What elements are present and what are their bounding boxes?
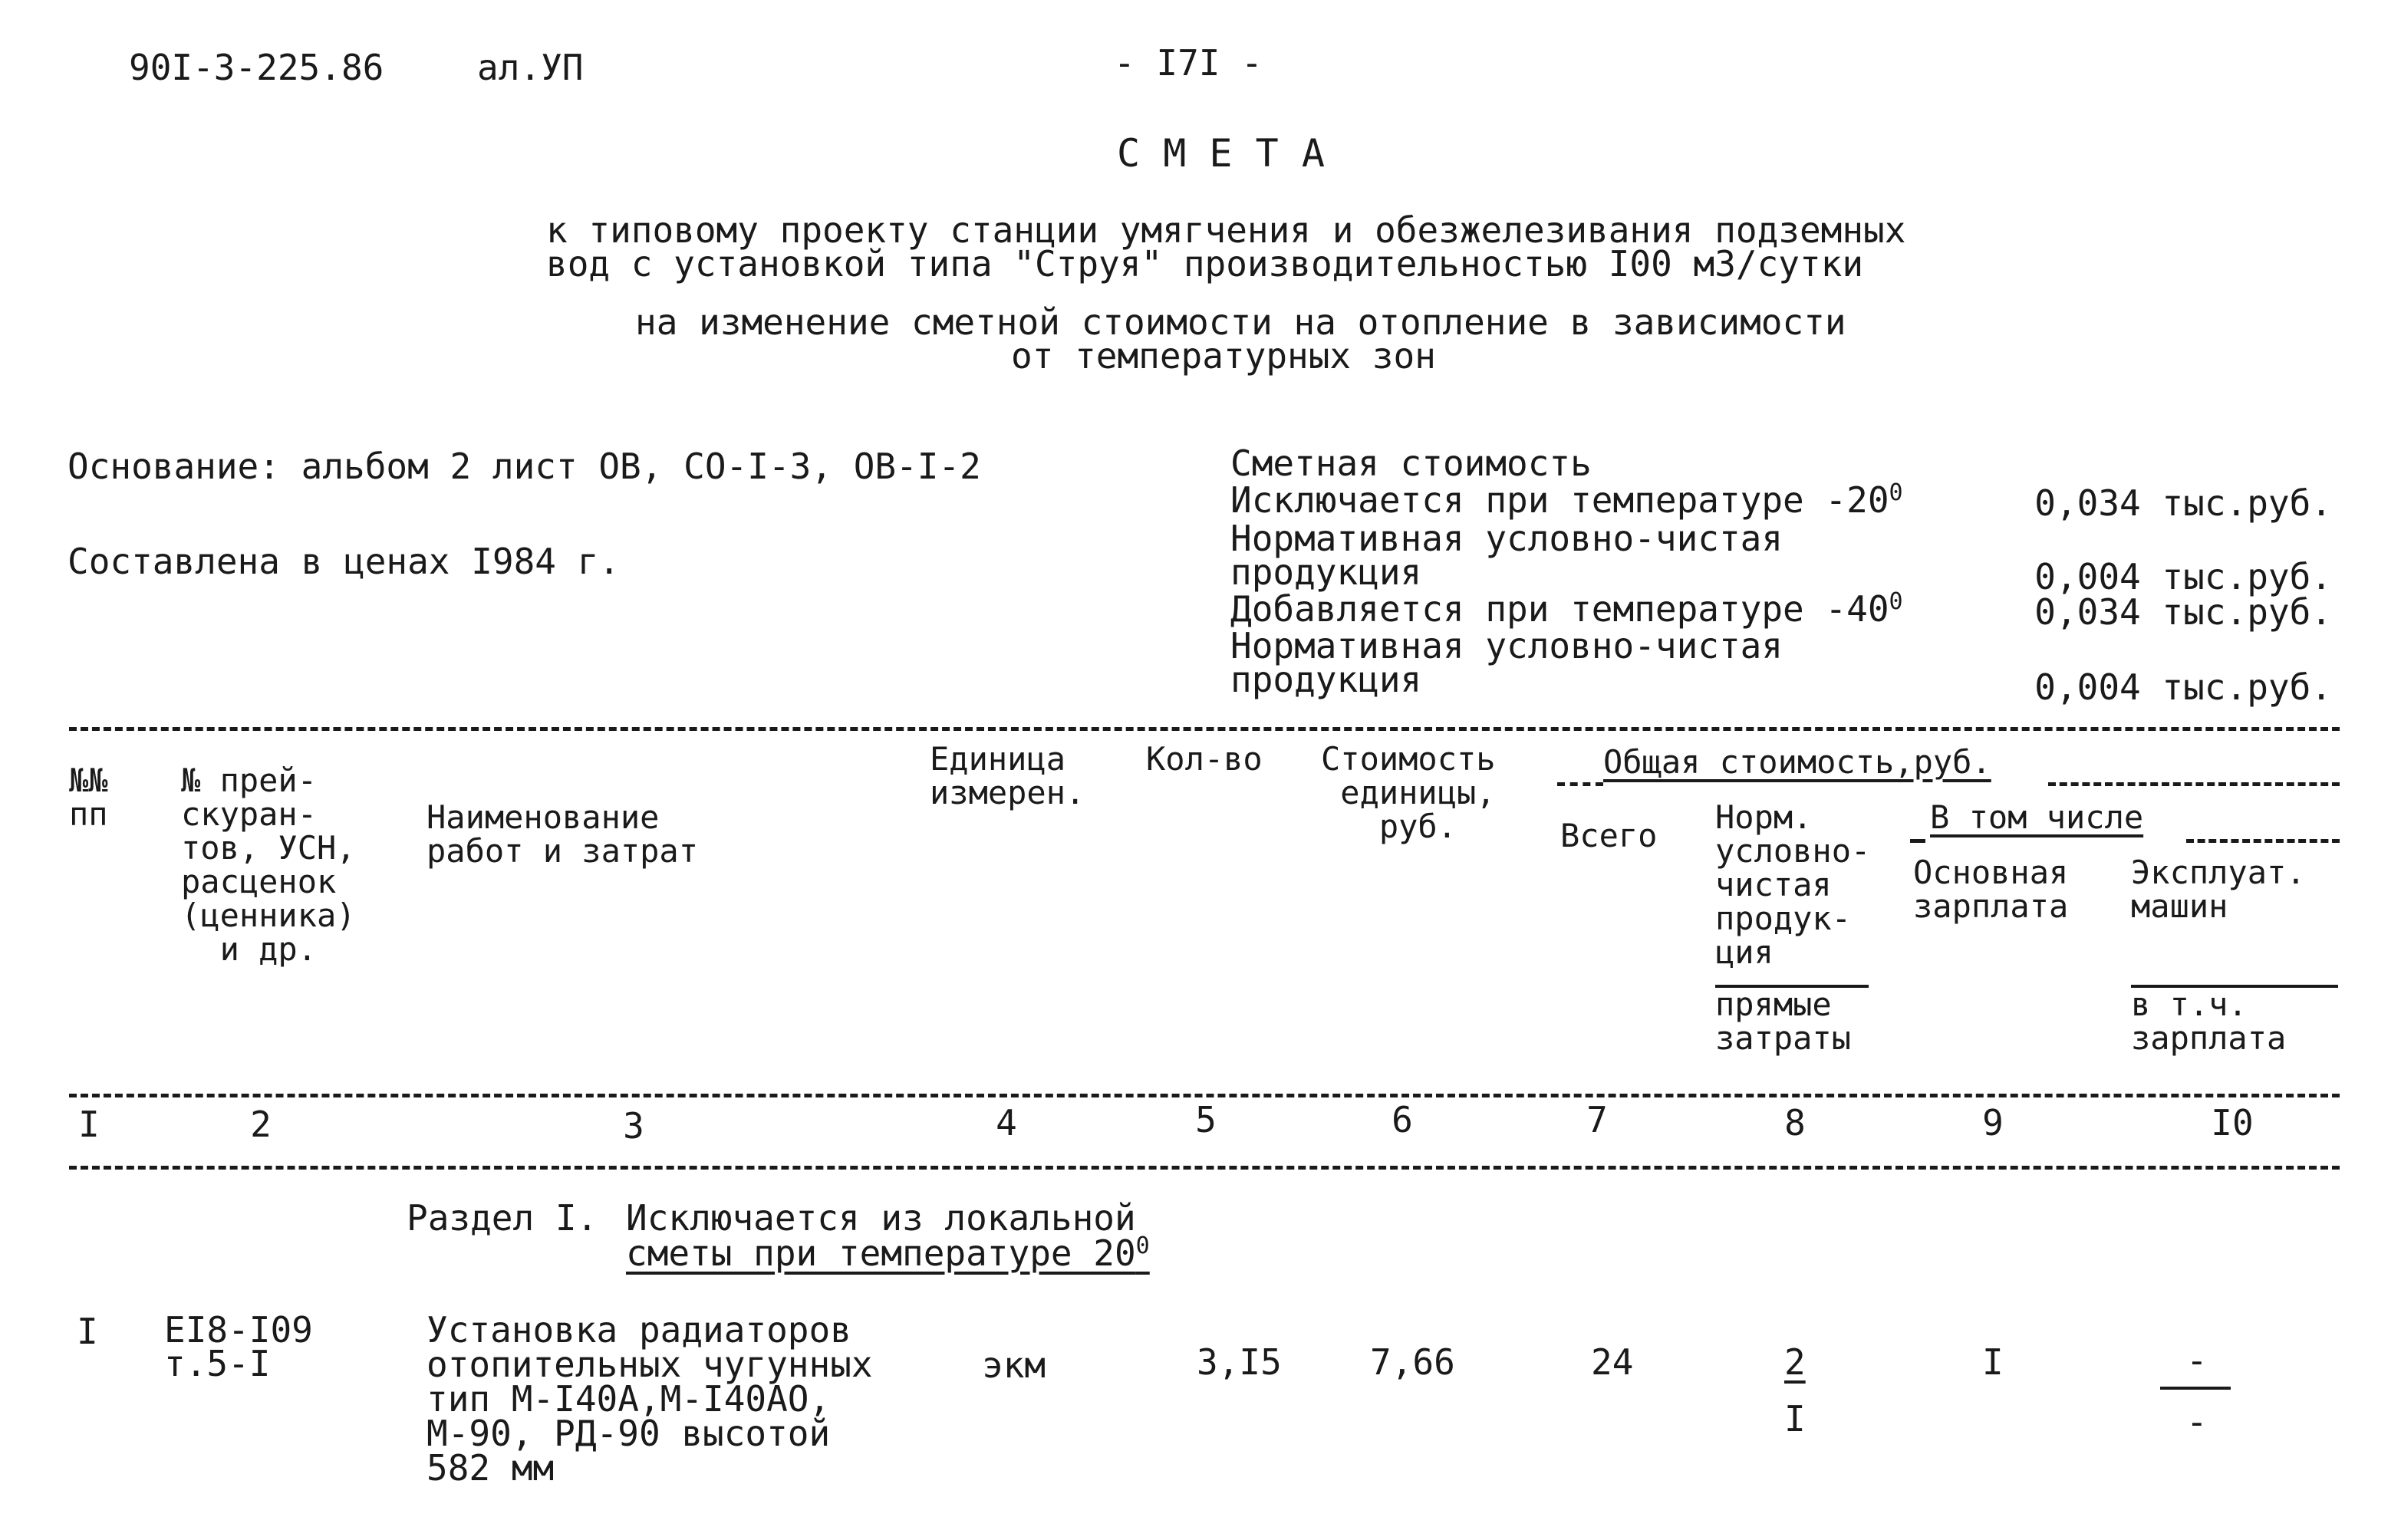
- norm2-value: 0,004 тыс.руб.: [2034, 666, 2332, 708]
- row-work-name: Установка радиаторов отопительных чугунных тип М-I40А,М-I40АО, М-90, РД-90 высотой 582 мм: [427, 1309, 873, 1489]
- col-header-machines: Эксплуат. машин: [2131, 854, 2306, 925]
- col-numbers-bottom-divider: [69, 1166, 2340, 1170]
- col-header-total: Всего: [1560, 817, 1658, 854]
- row-quantity: 3,I5: [1197, 1341, 1282, 1383]
- col-header-number: №№ пп: [69, 762, 108, 833]
- row-norm-bottom: I: [1784, 1398, 1806, 1440]
- title-line-2: вод с установкой типа "Струя" производительностью I00 м3/сутки: [546, 243, 1864, 285]
- incl-dash-right: [2186, 839, 2340, 843]
- col-header-pricelist: № прей- скуран- тов, УСН, расценок (ценника) и др.: [181, 762, 356, 968]
- col-header-unit: Единица измерен.: [930, 740, 1085, 811]
- title-line-3: на изменение сметной стоимости на отопление в зависимости: [635, 301, 1846, 343]
- col-number-1: I: [78, 1104, 100, 1145]
- row-base-wage: I: [1982, 1341, 2004, 1383]
- row-total: 24: [1591, 1341, 1634, 1383]
- norm2-label-a: Нормативная условно-чистая: [1230, 625, 1783, 666]
- title-line-1: к типовому проекту станции умягчения и обезжелезивания подземных: [546, 209, 1906, 251]
- col-group-total-cost: Общая стоимость,руб.: [1603, 743, 1991, 781]
- row-number: I: [77, 1311, 98, 1352]
- col-number-8: 8: [1784, 1102, 1806, 1143]
- section-prefix: Раздел I.: [407, 1197, 598, 1239]
- incl-dash-left: [1910, 839, 1925, 843]
- norm1-label-b: продукция: [1230, 551, 1422, 593]
- basis-text: Основание: альбом 2 лист ОВ, СО-I-3, ОВ-I-2: [68, 446, 981, 487]
- section-title-line-1: Исключается из локальной: [626, 1197, 1136, 1239]
- col-number-9: 9: [1982, 1102, 2004, 1143]
- col-header-name: Наименование работ и затрат: [427, 798, 699, 870]
- col-header-direct-costs: прямые затраты: [1715, 986, 1852, 1057]
- total-group-dash-right: [2048, 782, 2340, 786]
- row-norm-top: 2: [1784, 1341, 1806, 1383]
- added-label: Добавляется при температуре $-40^0$: [1230, 588, 1903, 630]
- row-pricelist-code: EI8-I09 т.5-I: [164, 1309, 313, 1384]
- col-header-norm: Норм. условно- чистая продук- ция: [1715, 798, 1871, 971]
- prices-text: Составлена в ценах I984 г.: [68, 541, 621, 582]
- col-header-base-wage: Основная зарплата: [1913, 854, 2069, 925]
- album-number: ал.УП: [477, 47, 584, 88]
- excluded-label: Исключается при температуре $-20^0$: [1230, 479, 1903, 521]
- col-number-5: 5: [1195, 1099, 1217, 1140]
- col-header-machine-wage: в т.ч. зарплата: [2131, 986, 2287, 1057]
- row-machines-top: -: [2186, 1340, 2208, 1381]
- col-number-3: 3: [623, 1105, 644, 1147]
- section-title-line-2: сметы при температуре $20^0$: [626, 1232, 1150, 1274]
- table-top-divider: [69, 727, 2340, 731]
- cost-heading: Сметная стоимость: [1230, 443, 1592, 484]
- row-unit: экм: [982, 1344, 1046, 1386]
- col-number-2: 2: [250, 1104, 272, 1145]
- row-machines-bottom: -: [2186, 1401, 2208, 1443]
- page-number: - I7I -: [1114, 42, 1263, 84]
- row-unit-cost: 7,66: [1370, 1341, 1455, 1383]
- norm2-label-b: продукция: [1230, 659, 1422, 700]
- document-title: С М Е Т А: [1117, 131, 1325, 176]
- excluded-value: 0,034 тыс.руб.: [2034, 482, 2332, 524]
- norm1-value: 0,004 тыс.руб.: [2034, 556, 2332, 597]
- col-number-10: I0: [2211, 1102, 2254, 1143]
- col-number-6: 6: [1392, 1099, 1413, 1140]
- col-group-including: В том числе: [1930, 798, 2144, 836]
- total-group-dash-left: [1557, 782, 1603, 786]
- col-number-7: 7: [1586, 1099, 1608, 1140]
- row-machines-divider: [2160, 1387, 2231, 1390]
- col-number-4: 4: [996, 1102, 1017, 1143]
- norm1-label-a: Нормативная условно-чистая: [1230, 518, 1783, 559]
- document-number: 90I-3-225.86: [129, 47, 384, 88]
- col-header-quantity: Кол-во: [1146, 740, 1263, 778]
- col-numbers-top-divider: [69, 1094, 2340, 1097]
- col-header-unit-cost: Стоимость единицы, руб.: [1321, 740, 1496, 845]
- added-value: 0,034 тыс.руб.: [2034, 591, 2332, 633]
- title-line-4: от температурных зон: [1011, 335, 1436, 377]
